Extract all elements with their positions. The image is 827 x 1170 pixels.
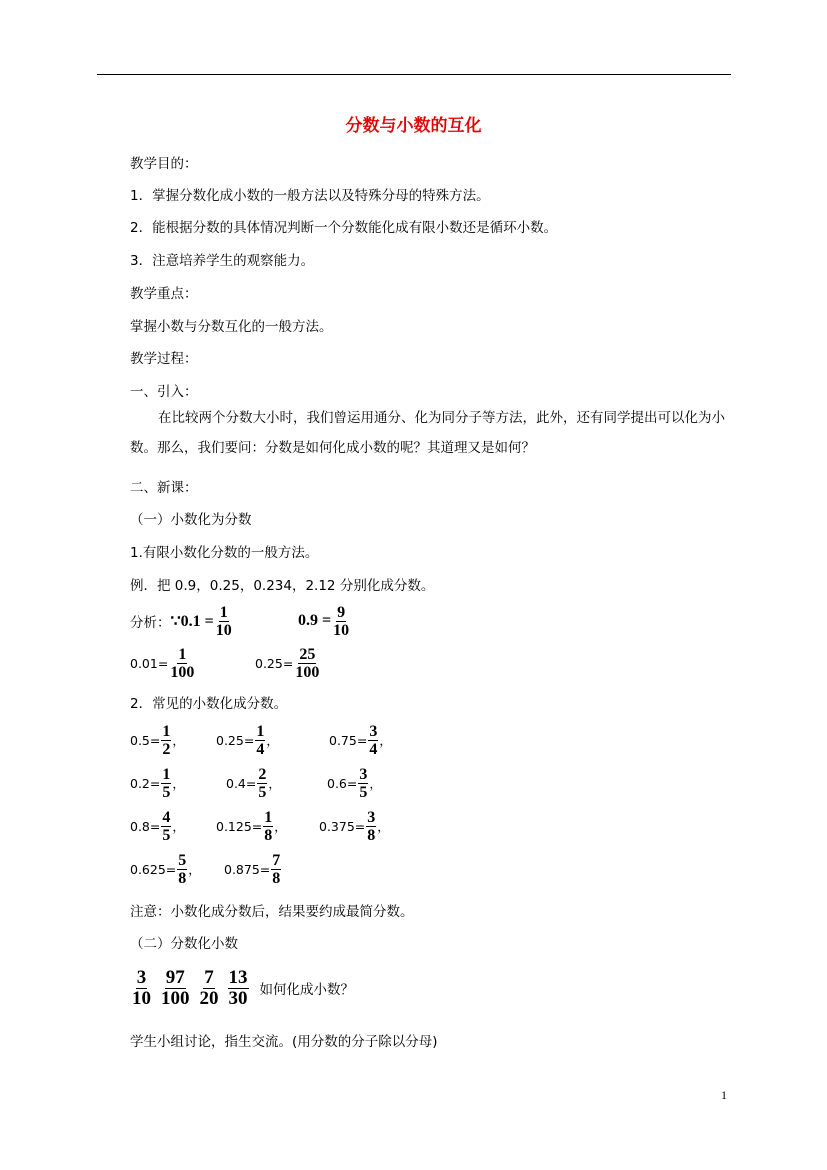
intro-heading: 一、引入：: [130, 384, 198, 400]
fraction: $\frac{25}{100}$: [295, 645, 320, 681]
conversion-item: 0.75= $\frac{3}{4}$ ，: [329, 722, 392, 758]
analysis-eq1-prefix: ∵0.1 =: [170, 613, 214, 630]
fraction: $\frac{9}{10}$: [333, 603, 350, 639]
focus-heading: 教学重点：: [130, 286, 198, 302]
conversion-item: 0.6= $\frac{3}{5}$ ，: [327, 765, 382, 801]
analysis-eq2-prefix: 0.9 =: [298, 612, 332, 629]
process-heading: 教学过程：: [130, 351, 198, 367]
part1-item1: 1.有限小数化分数的一般方法。: [130, 545, 319, 561]
part2-heading: （二）分数化小数: [130, 936, 238, 952]
note: 注意：小数化成分数后，结果要约成最简分数。: [130, 904, 414, 920]
fraction: $\frac{97}{100}$: [161, 966, 190, 1009]
header-rule: [97, 74, 731, 75]
discussion: 学生小组讨论，指生交流。(用分数的分子除以分母): [130, 1034, 438, 1050]
analysis-eq4-prefix: 0.25=: [255, 655, 294, 671]
analysis-eq3-prefix: 0.01=: [130, 655, 169, 671]
fraction: $\frac{1}{10}$: [215, 603, 232, 639]
page-number: 1: [721, 1088, 727, 1102]
part1-example: 例．把 0.9，0.25，0.234，2.12 分别化成分数。: [130, 578, 435, 594]
fractions-row: [130, 964, 354, 1012]
fraction: $\frac{7}{20}$: [199, 966, 219, 1009]
part1-item2: 2．常见的小数化成分数。: [130, 696, 288, 712]
objectives-heading: 教学目的：: [130, 156, 198, 172]
page-title: 分数与小数的互化: [345, 116, 482, 136]
focus-text: 掌握小数与分数互化的一般方法。: [130, 319, 333, 335]
analysis-row-2: [130, 643, 196, 683]
fraction: $\frac{1}{100}$: [170, 645, 195, 681]
analysis-row-2b: [255, 643, 321, 683]
analysis-row-1b: [298, 601, 351, 641]
analysis-label: 分析：: [130, 615, 171, 631]
conversion-item: 0.375= $\frac{3}{8}$ ，: [319, 808, 390, 844]
conversion-item: 0.4= $\frac{2}{5}$ ，: [226, 765, 281, 801]
intro-paragraph: 在比较两个分数大小时，我们曾运用通分、化为同分子等方法，此外，还有同学提出可以化为小数。那么，我们要问：分数是如何化成小数的呢？其道理又是如何？: [130, 410, 725, 456]
new-lesson-heading: 二、新课：: [130, 480, 198, 496]
conversion-item: 0.625= $\frac{5}{8}$ ，: [130, 851, 201, 887]
conversion-item: 0.5= $\frac{1}{2}$ ，: [130, 722, 185, 758]
part1-heading: （一）小数化为分数: [130, 512, 252, 528]
conversion-item: 0.125= $\frac{1}{8}$ ，: [216, 808, 287, 844]
conversion-item: 0.25= $\frac{1}{4}$ ，: [216, 722, 279, 758]
objective-3: 3．注意培养学生的观察能力。: [130, 253, 315, 269]
objective-2: 2．能根据分数的具体情况判断一个分数能化成有限小数还是循环小数。: [130, 220, 558, 236]
conversion-item: 0.8= $\frac{4}{5}$ ，: [130, 808, 185, 844]
fractions-question: 如何化成小数？: [259, 982, 354, 998]
fraction: $\frac{3}{10}$: [132, 966, 151, 1009]
conversion-item: 0.2= $\frac{1}{5}$ ，: [130, 765, 185, 801]
conversion-item: 0.875= $\frac{7}{8}$: [224, 851, 281, 887]
analysis-row-1: [130, 601, 234, 641]
fraction: $\frac{13}{30}$: [228, 966, 248, 1009]
objective-1: 1．掌握分数化成小数的一般方法以及特殊分母的特殊方法。: [130, 188, 490, 204]
